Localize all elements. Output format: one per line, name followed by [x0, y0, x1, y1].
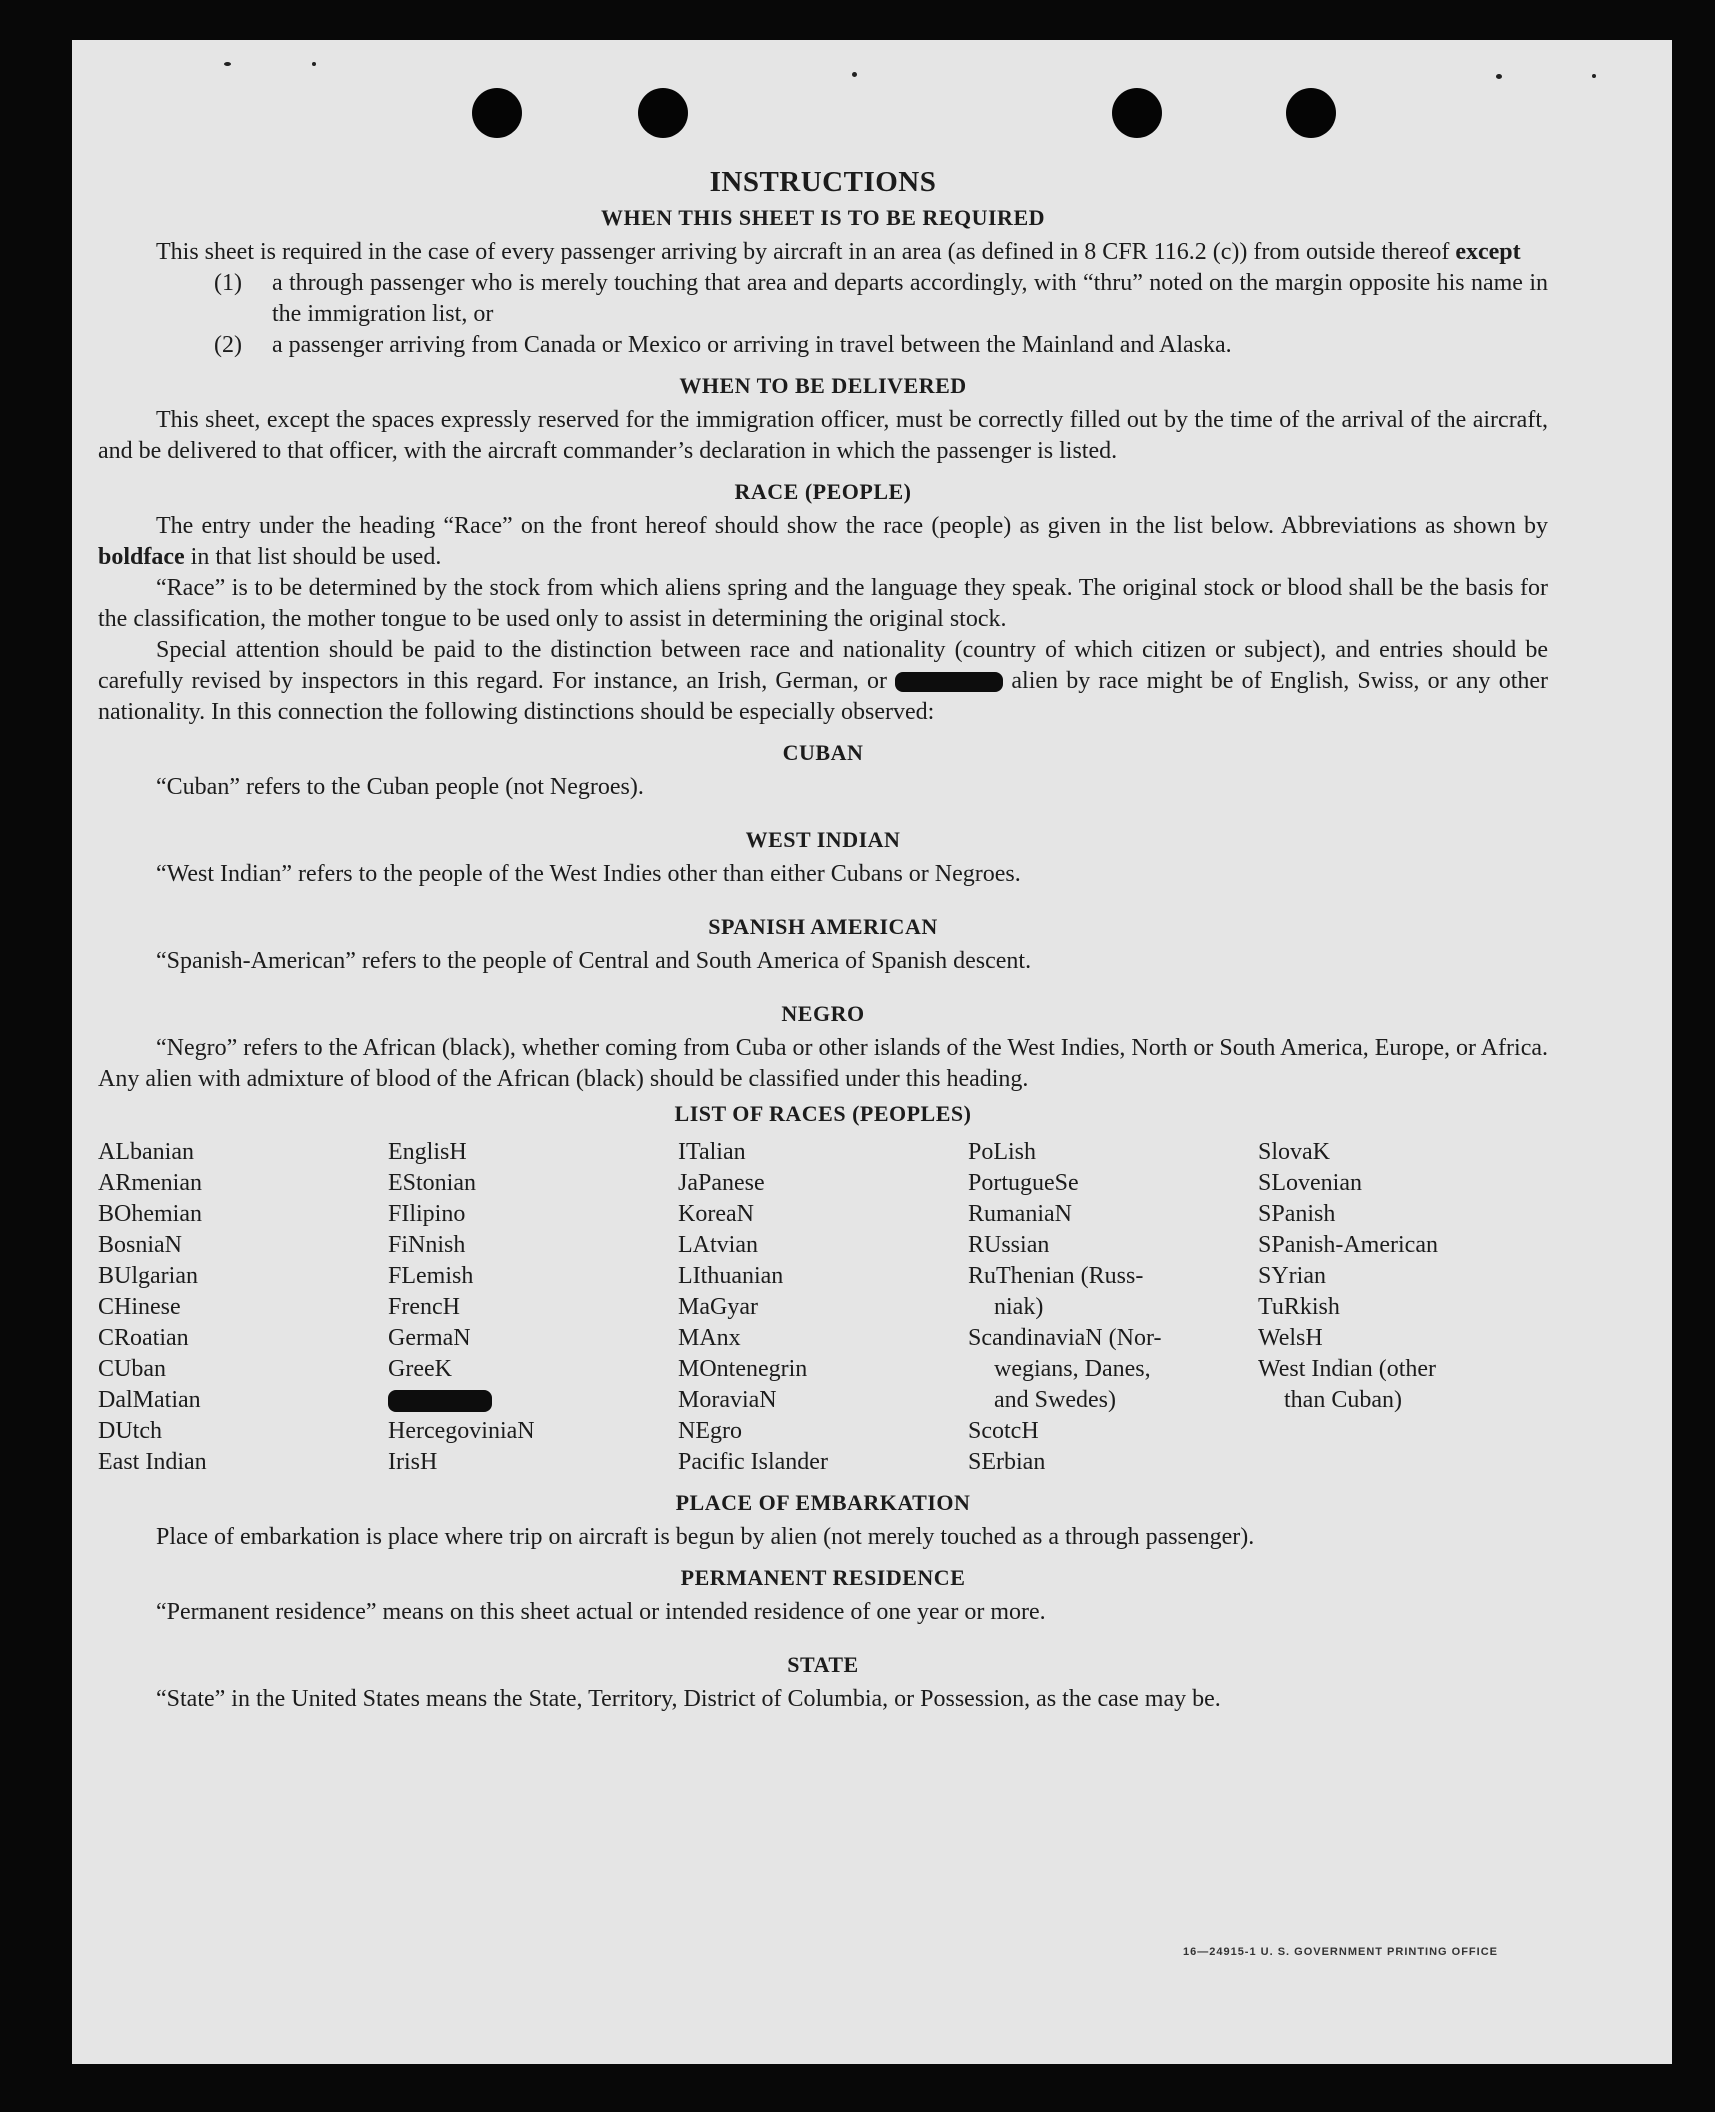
race-entry: BOhemian — [98, 1201, 202, 1227]
race-entry: FrencH — [388, 1294, 460, 1320]
exception-item-2 — [98, 330, 1548, 361]
race-entry: FLemish — [388, 1263, 474, 1289]
race-paragraph-2: “Race” is to be determined by the stock from which aliens spring and the language they speak. The original stock or blood shall be the basis for the classification, the mother tongue to be used only to assist in determining the original stock. — [98, 575, 1548, 632]
race-entry: PoLish — [968, 1139, 1037, 1165]
race-entry-redacted — [388, 1385, 678, 1416]
heading-place-of-embarkation: PLACE OF EMBARKATION — [675, 1490, 971, 1515]
heading-list-of-races: LIST OF RACES (PEOPLES) — [674, 1101, 972, 1126]
when-delivered-text: This sheet, except the spaces expressly reserved for the immigration officer, must be correctly filled out by the time of the arrival of the aircraft, and be delivered to that officer, with the aircraft commander’s declaration in which the passenger is listed. — [98, 407, 1548, 464]
race-entry: East Indian — [98, 1449, 207, 1475]
negro-text: “Negro” refers to the African (black), whether coming from Cuba or other islands of the West Indies, North or South America, Europe, or Africa. Any alien with admixture of blood of the African (black) should be classified under this heading. — [98, 1035, 1548, 1092]
race-entry: ITalian — [678, 1139, 746, 1165]
race-entry: LIthuanian — [678, 1263, 784, 1289]
heading-permanent-residence: PERMANENT RESIDENCE — [680, 1565, 966, 1590]
races-column-2 — [388, 1137, 678, 1478]
printing-office-code: 16—24915-1 U. S. GOVERNMENT PRINTING OFFICE — [1182, 1946, 1498, 1958]
race-entry: DUtch — [98, 1418, 162, 1444]
race-entry: EnglisH — [388, 1139, 467, 1165]
punch-hole-4 — [1286, 88, 1336, 138]
race-entry: SPanish — [1258, 1201, 1336, 1227]
race-p1-a: The entry under the heading “Race” on the front hereof should show the race (people) as given in the list below. Abbreviations as shown by — [156, 513, 1548, 539]
race-entry: ScotcH — [968, 1418, 1039, 1444]
when-required-intro-text: This sheet is required in the case of every passenger arriving by aircraft in an area (as defined in 8 CFR 116.2 (c)) from outside thereof — [156, 239, 1450, 265]
race-entry: LAtvian — [678, 1232, 758, 1258]
document-sheet — [72, 40, 1672, 2064]
speck — [224, 62, 231, 66]
race-entry: Pacific Islander — [678, 1449, 828, 1475]
race-entry: FiNnish — [388, 1232, 466, 1258]
west-indian-text: “West Indian” refers to the people of the West Indies other than either Cubans or Negroes. — [156, 861, 1021, 887]
speck — [312, 62, 316, 66]
race-p3-b: alien by race might be of English, Swiss, or any other nationality. In this connection the following distinctions should be especially observed: — [98, 668, 1549, 725]
race-entry: KoreaN — [678, 1201, 754, 1227]
race-entry: JaPanese — [678, 1170, 765, 1196]
race-entry: ScandinaviaN (Nor- — [968, 1325, 1162, 1351]
state-text: “State” in the United States means the State, Territory, District of Columbia, or Possession, as the case may be. — [156, 1686, 1221, 1712]
heading-when-delivered: WHEN TO BE DELIVERED — [679, 373, 967, 398]
race-entry: BUlgarian — [98, 1263, 198, 1289]
race-entry-continued: and Swedes) — [994, 1387, 1116, 1413]
races-list — [98, 1137, 1548, 1478]
boldface-word: boldface — [98, 544, 185, 570]
race-entry: CHinese — [98, 1294, 181, 1320]
race-entry: RUssian — [968, 1232, 1050, 1258]
exception-text: a through passenger who is merely touching that area and departs accordingly, with “thru” noted on the margin opposite his name in the immigration list, or — [272, 270, 1548, 327]
race-entry: BosniaN — [98, 1232, 182, 1258]
race-entry: GreeK — [388, 1356, 452, 1382]
race-entry: PortugueSe — [968, 1170, 1079, 1196]
race-entry-continued: than Cuban) — [1284, 1387, 1402, 1413]
races-column-5 — [1258, 1137, 1548, 1478]
redaction-mark — [388, 1390, 492, 1412]
except-word: except — [1455, 239, 1521, 265]
race-entry: SlovaK — [1258, 1139, 1330, 1165]
race-entry: IrisH — [388, 1449, 438, 1475]
race-entry: MoraviaN — [678, 1387, 777, 1413]
race-entry: FIlipino — [388, 1201, 466, 1227]
when-required-intro — [98, 237, 1548, 268]
race-entry: WelsH — [1258, 1325, 1323, 1351]
race-entry: EStonian — [388, 1170, 476, 1196]
redaction-mark — [895, 672, 1003, 692]
heading-when-required: WHEN THIS SHEET IS TO BE REQUIRED — [600, 205, 1046, 230]
race-entry: SYrian — [1258, 1263, 1326, 1289]
instructions-content — [98, 166, 1548, 1715]
heading-race: RACE (PEOPLE) — [734, 479, 912, 504]
race-entry: ALbanian — [98, 1139, 194, 1165]
race-entry: HercegoviniaN — [388, 1418, 535, 1444]
race-entry: MaGyar — [678, 1294, 758, 1320]
heading-west-indian: WEST INDIAN — [745, 827, 901, 852]
residence-text: “Permanent residence” means on this sheet actual or intended residence of one year or more. — [156, 1599, 1046, 1625]
races-column-4 — [968, 1137, 1258, 1478]
punch-hole-1 — [472, 88, 522, 138]
race-paragraph-1 — [98, 511, 1548, 573]
race-entry-continued: wegians, Danes, — [994, 1356, 1151, 1382]
spanish-american-text: “Spanish-American” refers to the people of Central and South America of Spanish descent. — [156, 948, 1032, 974]
exception-number: (2) — [214, 332, 242, 358]
race-entry: DalMatian — [98, 1387, 201, 1413]
races-column-3 — [678, 1137, 968, 1478]
race-entry: CUban — [98, 1356, 166, 1382]
race-entry: GermaN — [388, 1325, 471, 1351]
embarkation-text: Place of embarkation is place where trip on aircraft is begun by alien (not merely touched as a through passenger). — [156, 1524, 1255, 1550]
punch-hole-3 — [1112, 88, 1162, 138]
race-p1-b: in that list should be used. — [190, 544, 442, 570]
heading-negro: NEGRO — [781, 1001, 865, 1026]
cuban-text: “Cuban” refers to the Cuban people (not Negroes). — [156, 774, 644, 800]
race-entry: ARmenian — [98, 1170, 202, 1196]
speck — [1496, 74, 1502, 79]
races-column-1 — [98, 1137, 388, 1478]
race-entry: RuThenian (Russ- — [968, 1263, 1144, 1289]
race-entry-continued: niak) — [994, 1294, 1044, 1320]
heading-state: STATE — [787, 1652, 859, 1677]
punch-hole-2 — [638, 88, 688, 138]
race-p3-a: Special attention should be paid to the distinction between race and nationality (country of which citizen or subject), and entries should be carefully revised by inspectors in this regard. For instance, an Irish, German, or — [98, 637, 1548, 694]
exception-number: (1) — [214, 270, 242, 296]
race-entry: SLovenian — [1258, 1170, 1362, 1196]
exception-text: a passenger arriving from Canada or Mexico or arriving in travel between the Mainland and Alaska. — [272, 332, 1232, 358]
speck — [1592, 74, 1596, 78]
race-entry: SErbian — [968, 1449, 1046, 1475]
race-paragraph-3 — [98, 635, 1548, 728]
race-entry: RumaniaN — [968, 1201, 1072, 1227]
page-title: INSTRUCTIONS — [709, 166, 937, 198]
heading-cuban: CUBAN — [782, 740, 864, 765]
race-entry: West Indian (other — [1258, 1356, 1437, 1382]
race-entry: NEgro — [678, 1418, 742, 1444]
race-entry: TuRkish — [1258, 1294, 1340, 1320]
exception-item-1 — [98, 268, 1548, 330]
race-entry: MAnx — [678, 1325, 741, 1351]
race-entry: CRoatian — [98, 1325, 189, 1351]
speck — [852, 72, 857, 77]
race-entry: MOntenegrin — [678, 1356, 808, 1382]
race-entry: SPanish-American — [1258, 1232, 1438, 1258]
heading-spanish-american: SPANISH AMERICAN — [708, 914, 938, 939]
